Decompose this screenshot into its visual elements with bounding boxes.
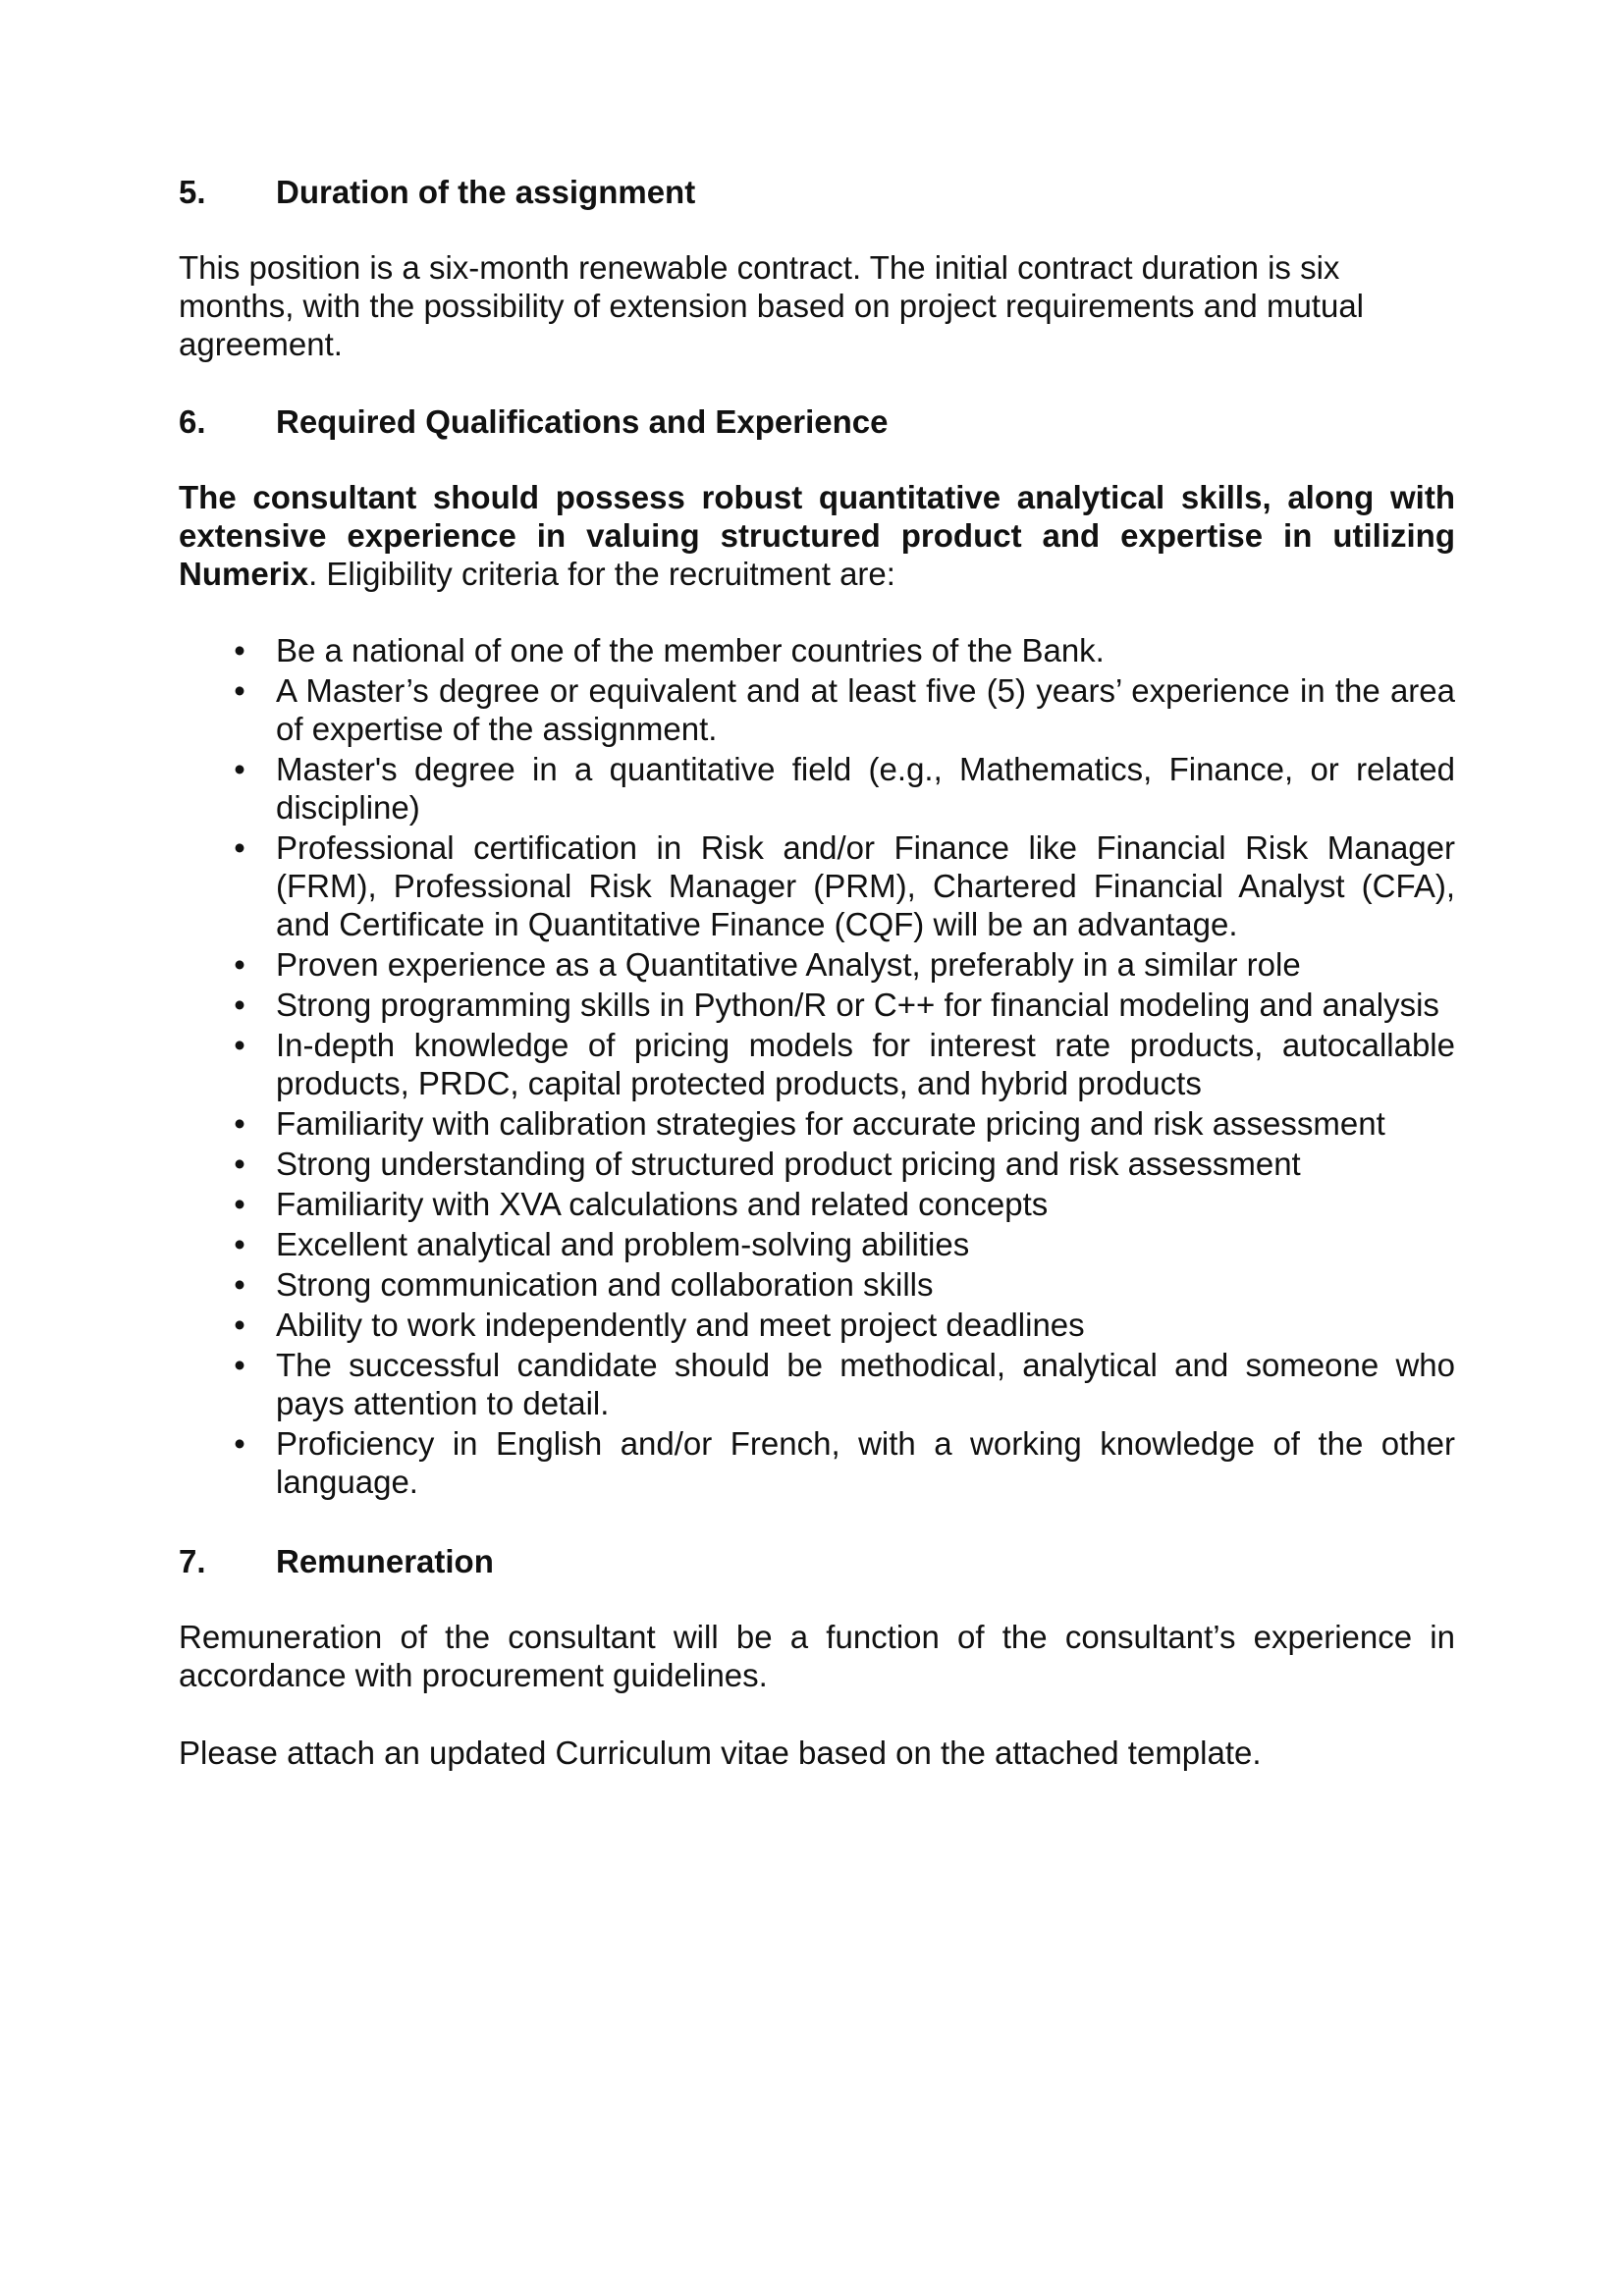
- section-heading-remuneration: [179, 1542, 1455, 1580]
- list-item-text: The successful candidate should be methodical, analytical and someone who pays attention to detail.: [276, 1347, 1455, 1421]
- bullet-icon: •: [234, 1266, 245, 1303]
- list-item: [179, 1104, 1455, 1143]
- bullet-icon: •: [234, 1226, 245, 1262]
- list-item-text: Strong communication and collaboration skills: [276, 1266, 934, 1303]
- bullet-icon: •: [234, 1146, 245, 1182]
- bullet-icon: •: [234, 946, 245, 983]
- list-item: [179, 631, 1455, 669]
- list-item-text: Strong programming skills in Python/R or C++ for financial modeling and analysis: [276, 987, 1439, 1023]
- duration-paragraph: This position is a six-month renewable contract. The initial contract duration is six months, with the possibility of extension based on project requirements and mutual agreement.: [179, 249, 1364, 362]
- bullet-icon: •: [234, 1186, 245, 1222]
- list-item: [179, 671, 1455, 748]
- section-number: 6.: [179, 403, 206, 440]
- bullet-icon: •: [234, 987, 245, 1023]
- list-item-text: Proven experience as a Quantitative Analyst, preferably in a similar role: [276, 946, 1301, 983]
- qualifications-list: [179, 631, 1455, 1501]
- list-item-text: Familiarity with calibration strategies for accurate pricing and risk assessment: [276, 1105, 1385, 1142]
- qualifications-intro-rest: . Eligibility criteria for the recruitment are:: [308, 556, 895, 592]
- section-title: Remuneration: [276, 1543, 494, 1579]
- bullet-icon: •: [234, 632, 245, 668]
- list-item: [179, 986, 1455, 1024]
- list-item: [179, 1225, 1455, 1263]
- list-item: [179, 1185, 1455, 1223]
- list-item: [179, 1424, 1455, 1501]
- bullet-icon: •: [234, 829, 245, 866]
- list-item-text: Strong understanding of structured product pricing and risk assessment: [276, 1146, 1301, 1182]
- qualifications-intro-bold: The consultant should possess robust quantitative analytical skills, along with extensive experience in valuing structured product and expertise in utilizing Numerix: [179, 479, 1455, 592]
- list-item-text: Be a national of one of the member countries of the Bank.: [276, 632, 1105, 668]
- remuneration-paragraph: Remuneration of the consultant will be a function of the consultant’s experience in accordance with procurement guidelines.: [179, 1619, 1455, 1693]
- bullet-icon: •: [234, 1347, 245, 1383]
- section-title: Required Qualifications and Experience: [276, 403, 889, 440]
- bullet-icon: •: [234, 1425, 245, 1462]
- section-heading-duration: [179, 173, 1455, 211]
- list-item-text: In-depth knowledge of pricing models for interest rate products, autocallable products, PRDC, capital protected products, and hybrid products: [276, 1027, 1455, 1101]
- list-item-text: Excellent analytical and problem-solving abilities: [276, 1226, 970, 1262]
- section-heading-qualifications: [179, 402, 1455, 441]
- list-item: [179, 1306, 1455, 1344]
- qualifications-intro: [179, 478, 1455, 593]
- list-item-text: A Master’s degree or equivalent and at least five (5) years’ experience in the area of expertise of the assignment.: [276, 672, 1455, 747]
- list-item: [179, 750, 1455, 827]
- list-item-text: Professional certification in Risk and/or Finance like Financial Risk Manager (FRM), Professional Risk Manager (PRM), Chartered Financial Analyst (CFA), and Certificate in Quantitative Finance (CQF) will be an advantage.: [276, 829, 1455, 942]
- section-title: Duration of the assignment: [276, 174, 696, 210]
- bullet-icon: •: [234, 1307, 245, 1343]
- list-item-text: Master's degree in a quantitative field (e.g., Mathematics, Finance, or related discipline): [276, 751, 1455, 826]
- list-item: [179, 1265, 1455, 1304]
- document-page: [179, 173, 1455, 1772]
- list-item-text: Ability to work independently and meet project deadlines: [276, 1307, 1085, 1343]
- list-item-text: Proficiency in English and/or French, with a working knowledge of the other language.: [276, 1425, 1455, 1500]
- list-item: [179, 1145, 1455, 1183]
- section-number: 5.: [179, 174, 206, 210]
- list-item: [179, 945, 1455, 984]
- list-item: [179, 1026, 1455, 1102]
- bullet-icon: •: [234, 672, 245, 709]
- list-item: [179, 1346, 1455, 1422]
- bullet-icon: •: [234, 751, 245, 787]
- bullet-icon: •: [234, 1027, 245, 1063]
- list-item: [179, 828, 1455, 943]
- list-item-text: Familiarity with XVA calculations and related concepts: [276, 1186, 1049, 1222]
- bullet-icon: •: [234, 1105, 245, 1142]
- cv-note: Please attach an updated Curriculum vitae based on the attached template.: [179, 1735, 1262, 1771]
- section-number: 7.: [179, 1543, 206, 1579]
